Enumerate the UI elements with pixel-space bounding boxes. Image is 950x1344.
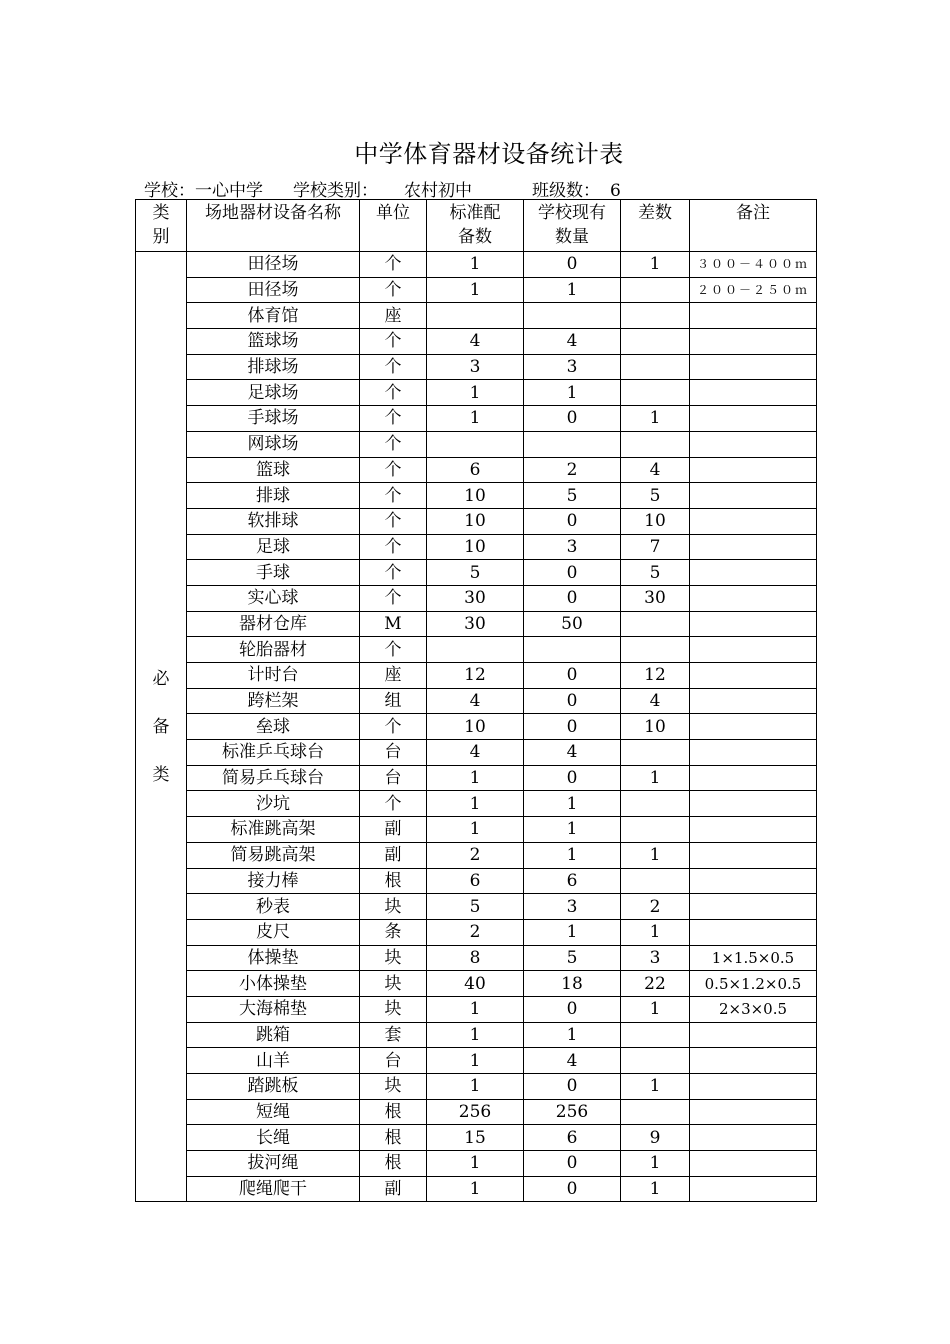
cell-note: [690, 894, 817, 920]
cell-unit: 个: [360, 560, 427, 586]
cell-standard: 2: [427, 842, 524, 868]
cell-unit: 个: [360, 406, 427, 432]
page-title: 中学体育器材设备统计表: [354, 140, 624, 168]
cell-standard: 10: [427, 508, 524, 534]
cell-current: 5: [524, 945, 621, 971]
equipment-table: [135, 199, 817, 1202]
header-unit: 单位: [360, 200, 427, 252]
cell-unit: 块: [360, 945, 427, 971]
cell-standard: 6: [427, 868, 524, 894]
cell-name: 篮球场: [187, 329, 360, 355]
cell-current: 1: [524, 277, 621, 303]
cell-note: [690, 637, 817, 663]
cell-current: 0: [524, 663, 621, 689]
cell-note: [690, 508, 817, 534]
cell-note: [690, 765, 817, 791]
cell-unit: 台: [360, 765, 427, 791]
cell-standard: 12: [427, 663, 524, 689]
cell-current: [524, 431, 621, 457]
table-row: [136, 791, 817, 817]
cell-diff: [621, 1099, 690, 1125]
cell-unit: 套: [360, 1022, 427, 1048]
cell-standard: 6: [427, 457, 524, 483]
cell-name: 简易跳高架: [187, 842, 360, 868]
cell-name: 排球场: [187, 354, 360, 380]
cell-current: 2: [524, 457, 621, 483]
cell-name: 大海棉垫: [187, 996, 360, 1022]
cell-current: 3: [524, 894, 621, 920]
cell-diff: [621, 380, 690, 406]
cell-note: [690, 817, 817, 843]
table-row: [136, 714, 817, 740]
table-row: [136, 611, 817, 637]
cell-current: 1: [524, 817, 621, 843]
cell-note: [690, 431, 817, 457]
cell-current: 1: [524, 919, 621, 945]
cell-current: 0: [524, 996, 621, 1022]
table-row: [136, 457, 817, 483]
table-row: [136, 740, 817, 766]
cell-note: ３００－４００ｍ: [690, 252, 817, 278]
cell-standard: 1: [427, 996, 524, 1022]
cell-name: 手球: [187, 560, 360, 586]
cell-standard: [427, 303, 524, 329]
header-category-line1: 类: [152, 203, 170, 223]
cell-note: [690, 1074, 817, 1100]
table-row: [136, 354, 817, 380]
cell-note: [690, 560, 817, 586]
cell-note: [690, 303, 817, 329]
cell-standard: 10: [427, 714, 524, 740]
cell-current: 0: [524, 252, 621, 278]
cell-name: 计时台: [187, 663, 360, 689]
table-row: [136, 252, 817, 278]
cell-name: 实心球: [187, 585, 360, 611]
table-row: [136, 688, 817, 714]
cell-standard: 30: [427, 611, 524, 637]
cell-diff: 9: [621, 1125, 690, 1151]
cell-standard: 30: [427, 585, 524, 611]
cell-diff: 22: [621, 971, 690, 997]
cell-diff: 2: [621, 894, 690, 920]
cell-current: 4: [524, 1048, 621, 1074]
table-row: [136, 534, 817, 560]
cell-unit: 根: [360, 1151, 427, 1177]
cell-name: 小体操垫: [187, 971, 360, 997]
cell-standard: 15: [427, 1125, 524, 1151]
cell-note: [690, 688, 817, 714]
cell-note: [690, 1099, 817, 1125]
cell-unit: 个: [360, 457, 427, 483]
cell-unit: 块: [360, 996, 427, 1022]
table-row: [136, 971, 817, 997]
table-row: [136, 919, 817, 945]
cell-note: [690, 457, 817, 483]
cell-unit: 块: [360, 1074, 427, 1100]
cell-diff: 1: [621, 996, 690, 1022]
cell-note: [690, 585, 817, 611]
cell-note: [690, 740, 817, 766]
cell-current: 1: [524, 842, 621, 868]
cell-diff: 3: [621, 945, 690, 971]
cell-name: 皮尺: [187, 919, 360, 945]
cell-unit: 个: [360, 431, 427, 457]
cell-current: 3: [524, 534, 621, 560]
cell-current: 0: [524, 1176, 621, 1202]
table-row: [136, 329, 817, 355]
cell-standard: 1: [427, 791, 524, 817]
cell-standard: 10: [427, 534, 524, 560]
cell-unit: 座: [360, 303, 427, 329]
table-row: [136, 585, 817, 611]
cell-current: 1: [524, 380, 621, 406]
cell-unit: 个: [360, 252, 427, 278]
header-current-line1: 学校现有: [538, 203, 606, 223]
table-row: [136, 303, 817, 329]
cell-standard: 1: [427, 1074, 524, 1100]
cell-diff: 1: [621, 842, 690, 868]
cell-current: 4: [524, 329, 621, 355]
cell-diff: 5: [621, 560, 690, 586]
cell-unit: 根: [360, 868, 427, 894]
cell-diff: [621, 1022, 690, 1048]
cell-standard: 40: [427, 971, 524, 997]
cell-standard: 4: [427, 329, 524, 355]
cell-diff: 7: [621, 534, 690, 560]
cell-note: [690, 534, 817, 560]
cell-standard: 5: [427, 894, 524, 920]
category-char: 必: [152, 668, 170, 689]
cell-name: 田径场: [187, 277, 360, 303]
table-row: [136, 1022, 817, 1048]
cell-name: 沙坑: [187, 791, 360, 817]
header-standard: [427, 200, 524, 252]
cell-note: [690, 868, 817, 894]
cell-standard: 1: [427, 252, 524, 278]
header-current: [524, 200, 621, 252]
cell-note: [690, 1022, 817, 1048]
cell-note: [690, 354, 817, 380]
cell-current: 3: [524, 354, 621, 380]
cell-current: 0: [524, 714, 621, 740]
cell-standard: 3: [427, 354, 524, 380]
cell-unit: 个: [360, 483, 427, 509]
cell-current: [524, 303, 621, 329]
table-row: [136, 842, 817, 868]
cell-standard: 1: [427, 380, 524, 406]
cell-current: 0: [524, 585, 621, 611]
cell-unit: 个: [360, 714, 427, 740]
cell-name: 跳箱: [187, 1022, 360, 1048]
school-info-line: [144, 176, 621, 201]
cell-unit: 台: [360, 1048, 427, 1074]
cell-standard: 10: [427, 483, 524, 509]
cell-current: 4: [524, 740, 621, 766]
cell-diff: 5: [621, 483, 690, 509]
cell-unit: 台: [360, 740, 427, 766]
cell-note: [690, 406, 817, 432]
cell-diff: [621, 277, 690, 303]
school-name: 一心中学: [195, 181, 263, 201]
cell-name: 简易乒乓球台: [187, 765, 360, 791]
cell-diff: 1: [621, 919, 690, 945]
cell-standard: 2: [427, 919, 524, 945]
cell-name: 足球: [187, 534, 360, 560]
cell-current: 0: [524, 688, 621, 714]
cell-name: 田径场: [187, 252, 360, 278]
cell-current: 6: [524, 1125, 621, 1151]
cell-current: 50: [524, 611, 621, 637]
table-row: [136, 406, 817, 432]
cell-current: 0: [524, 1074, 621, 1100]
cell-standard: [427, 637, 524, 663]
cell-name: 手球场: [187, 406, 360, 432]
cell-unit: 块: [360, 971, 427, 997]
cell-standard: 1: [427, 817, 524, 843]
cell-diff: [621, 329, 690, 355]
cell-name: 踏跳板: [187, 1074, 360, 1100]
cell-current: 1: [524, 791, 621, 817]
table-row: [136, 1125, 817, 1151]
cell-unit: 个: [360, 329, 427, 355]
table-row: [136, 817, 817, 843]
header-category-line2: 别: [152, 227, 170, 247]
cell-name: 软排球: [187, 508, 360, 534]
cell-name: 长绳: [187, 1125, 360, 1151]
school-type: 农村初中: [404, 181, 472, 201]
cell-standard: 8: [427, 945, 524, 971]
cell-diff: [621, 611, 690, 637]
cell-diff: [621, 868, 690, 894]
table-row: [136, 637, 817, 663]
cell-note: [690, 663, 817, 689]
cell-unit: 个: [360, 508, 427, 534]
cell-standard: 1: [427, 1176, 524, 1202]
header-category: [136, 200, 187, 252]
cell-standard: 1: [427, 277, 524, 303]
cell-standard: 1: [427, 1151, 524, 1177]
cell-diff: [621, 303, 690, 329]
cell-standard: 1: [427, 406, 524, 432]
cell-diff: 30: [621, 585, 690, 611]
cell-current: 1: [524, 1022, 621, 1048]
table-row: [136, 894, 817, 920]
cell-note: 1×1.5×0.5: [690, 945, 817, 971]
header-note: 备注: [690, 200, 817, 252]
cell-unit: 副: [360, 842, 427, 868]
cell-diff: [621, 354, 690, 380]
cell-name: 山羊: [187, 1048, 360, 1074]
table-row: [136, 560, 817, 586]
table-row: [136, 1176, 817, 1202]
cell-diff: [621, 817, 690, 843]
cell-current: 0: [524, 508, 621, 534]
cell-unit: 副: [360, 817, 427, 843]
cell-name: 轮胎器材: [187, 637, 360, 663]
cell-current: 256: [524, 1099, 621, 1125]
cell-standard: 1: [427, 765, 524, 791]
table-row: [136, 380, 817, 406]
cell-standard: 1: [427, 1048, 524, 1074]
cell-diff: 1: [621, 1151, 690, 1177]
table-row: [136, 868, 817, 894]
cell-diff: 12: [621, 663, 690, 689]
cell-unit: 条: [360, 919, 427, 945]
cell-unit: 根: [360, 1099, 427, 1125]
cell-current: 0: [524, 406, 621, 432]
cell-diff: 10: [621, 508, 690, 534]
cell-diff: [621, 637, 690, 663]
cell-diff: [621, 791, 690, 817]
table-header-row: [136, 200, 817, 252]
cell-standard: 4: [427, 740, 524, 766]
cell-current: 0: [524, 560, 621, 586]
cell-name: 爬绳爬干: [187, 1176, 360, 1202]
cell-name: 标准跳高架: [187, 817, 360, 843]
cell-standard: 4: [427, 688, 524, 714]
category-char: 备: [152, 716, 170, 737]
cell-note: [690, 483, 817, 509]
cell-name: 秒表: [187, 894, 360, 920]
cell-note: [690, 842, 817, 868]
cell-standard: 1: [427, 1022, 524, 1048]
cell-current: 5: [524, 483, 621, 509]
cell-note: [690, 1125, 817, 1151]
cell-unit: 个: [360, 637, 427, 663]
cell-unit: 个: [360, 380, 427, 406]
cell-unit: M: [360, 611, 427, 637]
school-label: 学校：: [144, 181, 195, 201]
cell-diff: 4: [621, 688, 690, 714]
table-row: [136, 765, 817, 791]
cell-diff: 1: [621, 406, 690, 432]
cell-diff: [621, 1048, 690, 1074]
table-row: [136, 945, 817, 971]
cell-name: 足球场: [187, 380, 360, 406]
class-count: 6: [610, 181, 621, 201]
cell-note: [690, 1048, 817, 1074]
cell-name: 体育馆: [187, 303, 360, 329]
cell-unit: 个: [360, 534, 427, 560]
cell-note: 2×3×0.5: [690, 996, 817, 1022]
table-row: [136, 1099, 817, 1125]
cell-unit: 个: [360, 277, 427, 303]
cell-note: [690, 1176, 817, 1202]
cell-current: 0: [524, 765, 621, 791]
cell-standard: 5: [427, 560, 524, 586]
cell-name: 篮球: [187, 457, 360, 483]
cell-name: 跨栏架: [187, 688, 360, 714]
cell-note: ２００－２５０ｍ: [690, 277, 817, 303]
cell-standard: [427, 431, 524, 457]
cell-diff: 1: [621, 1074, 690, 1100]
cell-diff: 4: [621, 457, 690, 483]
cell-name: 网球场: [187, 431, 360, 457]
cell-unit: 副: [360, 1176, 427, 1202]
cell-name: 拔河绳: [187, 1151, 360, 1177]
table-row: [136, 508, 817, 534]
header-standard-line1: 标准配: [449, 203, 501, 223]
cell-name: 垒球: [187, 714, 360, 740]
cell-note: [690, 919, 817, 945]
cell-name: 器材仓库: [187, 611, 360, 637]
cell-unit: 块: [360, 894, 427, 920]
cell-note: [690, 611, 817, 637]
school-type-label: 学校类别：: [293, 181, 378, 201]
cell-unit: 根: [360, 1125, 427, 1151]
category-char: 类: [152, 764, 170, 785]
cell-unit: 个: [360, 791, 427, 817]
cell-diff: 10: [621, 714, 690, 740]
cell-note: 0.5×1.2×0.5: [690, 971, 817, 997]
cell-diff: 1: [621, 765, 690, 791]
cell-diff: [621, 740, 690, 766]
cell-name: 接力棒: [187, 868, 360, 894]
table-row: [136, 277, 817, 303]
cell-note: [690, 714, 817, 740]
cell-current: 18: [524, 971, 621, 997]
category-cell: [136, 252, 187, 1202]
cell-name: 标准乒乓球台: [187, 740, 360, 766]
header-diff: 差数: [621, 200, 690, 252]
header-standard-line2: 备数: [458, 227, 492, 247]
cell-current: 6: [524, 868, 621, 894]
table-row: [136, 1048, 817, 1074]
cell-diff: 1: [621, 1176, 690, 1202]
cell-name: 短绳: [187, 1099, 360, 1125]
table-row: [136, 431, 817, 457]
table-row: [136, 1074, 817, 1100]
cell-note: [690, 329, 817, 355]
class-count-label: 班级数：: [532, 181, 600, 201]
cell-unit: 组: [360, 688, 427, 714]
table-row: [136, 996, 817, 1022]
cell-unit: 个: [360, 354, 427, 380]
cell-note: [690, 1151, 817, 1177]
table-row: [136, 483, 817, 509]
cell-name: 排球: [187, 483, 360, 509]
cell-unit: 个: [360, 585, 427, 611]
header-current-line2: 数量: [555, 227, 589, 247]
table-row: [136, 663, 817, 689]
cell-current: [524, 637, 621, 663]
table-row: [136, 1151, 817, 1177]
cell-unit: 座: [360, 663, 427, 689]
cell-standard: 256: [427, 1099, 524, 1125]
cell-diff: 1: [621, 252, 690, 278]
cell-name: 体操垫: [187, 945, 360, 971]
cell-note: [690, 791, 817, 817]
header-name: 场地器材设备名称: [187, 200, 360, 252]
cell-note: [690, 380, 817, 406]
cell-current: 0: [524, 1151, 621, 1177]
cell-diff: [621, 431, 690, 457]
